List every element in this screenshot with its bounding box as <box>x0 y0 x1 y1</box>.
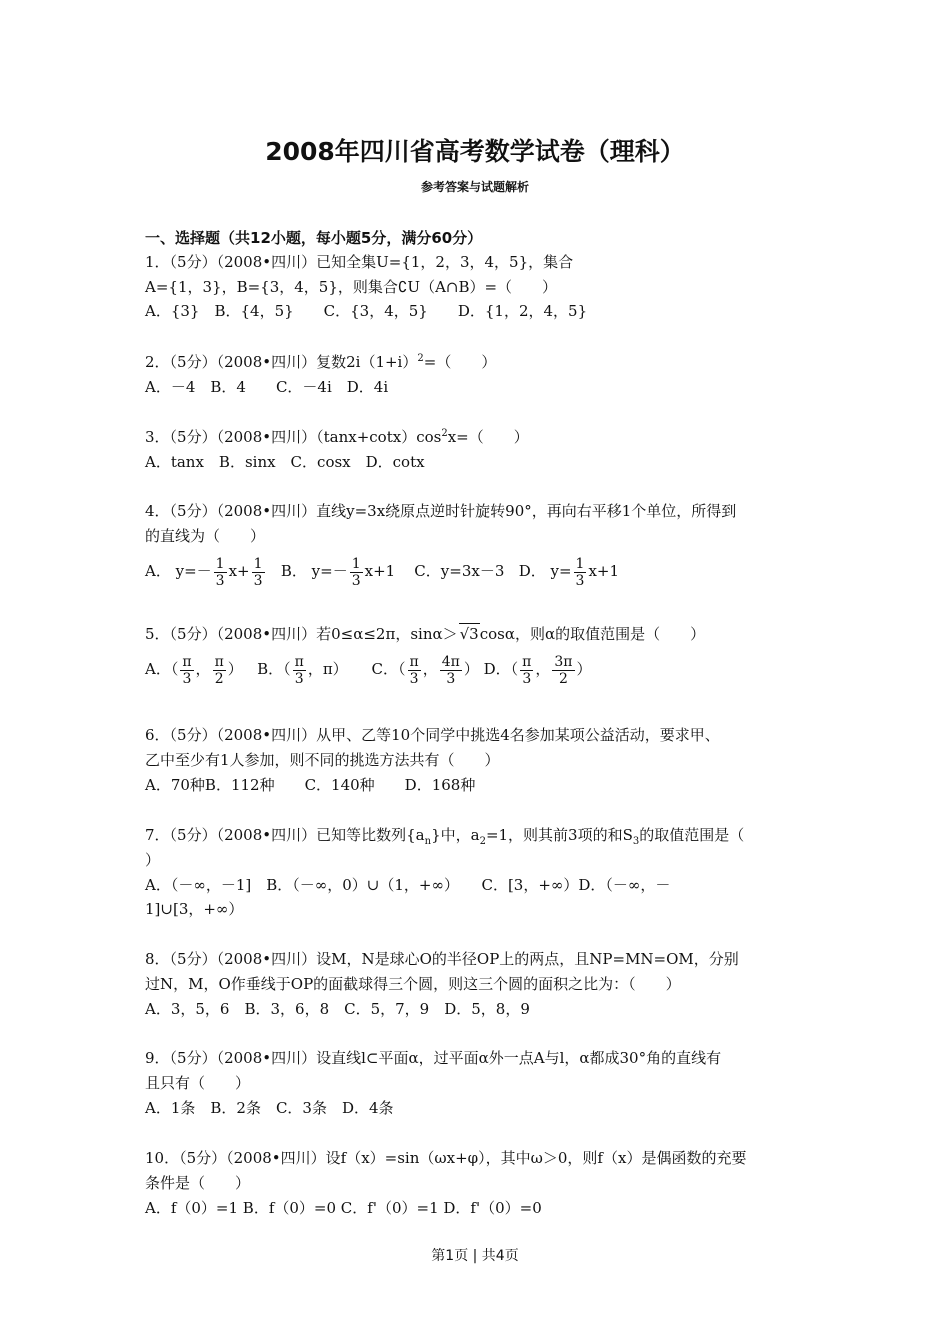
question-1-options: A．{3} B．{4，5} C．{3，4，5} D．{1，2，4，5} <box>145 302 588 320</box>
question-2-options: A．－4 B．4 C．－4i D．4i <box>145 378 389 396</box>
option-b-label: B． <box>280 562 307 580</box>
question-2-tail: =（ ） <box>423 353 497 371</box>
question-5-options: A．（ $\frac{\pi}{3}$ ， $\frac{\pi}{2}$ ） B．（ $\frac{\pi}{3}$ ，π） C．（ $\frac{\pi}{3}$ ， $\frac{4\pi}{3}$ ） D．（ $\frac{\pi}{3}$ ， $\frac{3\pi}{2}$ ） <box>145 653 592 687</box>
section-heading: 一、选择题（共12小题，每小题5分，满分60分） <box>145 229 483 247</box>
fraction: $\frac{\pi}{3}$ <box>409 653 419 687</box>
question-9-options: A．1条 B．2条 C．3条 D．4条 <box>145 1099 394 1117</box>
question-4-line-1: 4．（5分）（2008•四川）直线y=3x绕原点逆时针旋转90°，再向右平移1个单位，所得到 <box>145 502 737 520</box>
option-b-prefix: y=－ <box>311 562 348 580</box>
sqrt-symbol: √3 <box>459 625 479 643</box>
option-d-label: D． <box>518 562 546 580</box>
question-3-options: A．tanx B．sinx C．cosx D．cotx <box>145 453 425 471</box>
option-a-label: A． <box>145 562 171 580</box>
fraction: $\frac{3\pi}{2}$ <box>554 653 573 687</box>
option-c: C．y=3x－3 <box>414 562 505 580</box>
option-a-mid: x+ <box>228 562 250 580</box>
question-3-exponent: 2 <box>441 428 448 439</box>
question-4-options <box>145 554 619 589</box>
question-3-text: 3．（5分）（2008•四川）（tanx+cotx）cos <box>145 428 442 446</box>
question-3-stem <box>145 427 529 450</box>
question-7-stem: 7．（5分）（2008•四川）已知等比数列$\{a_n\}$中，$a_2=1$，则其前3项的和$S_3$的取值范围是（ <box>145 826 745 847</box>
question-9-line-1: 9．（5分）（2008•四川）设直线l⊂平面α，过平面α外一点A与l，α都成30°角的直线有 <box>145 1049 722 1067</box>
option-c-label: C．（ <box>371 660 406 678</box>
question-7-line-2: ） <box>145 851 161 869</box>
option-b-suffix: x+1 <box>364 562 396 580</box>
fraction: $\frac{\pi}{2}$ <box>214 653 224 687</box>
question-10-options: A．f（0）=1 B．f（0）=0 C．f'（0）=1 D．f'（0）=0 <box>145 1199 542 1217</box>
question-2-exponent: 2 <box>417 353 424 364</box>
question-10-line-2: 条件是（ ） <box>145 1174 251 1192</box>
option-d-prefix: y= <box>550 562 572 580</box>
option-a-label: A．（ <box>145 660 179 678</box>
question-2-stem <box>145 352 496 375</box>
fraction: $\frac{\pi}{3}$ <box>522 653 532 687</box>
question-1-line-1: 1．（5分）（2008•四川）已知全集U={1，2，3，4，5}，集合 <box>145 253 574 271</box>
question-7-options-line-1: A．（－∞，－1] B．（－∞，0）∪（1，+∞） C．[3，+∞）D．（－∞，－ <box>145 876 671 894</box>
document-title: 2008年四川省高考数学试卷（理科） <box>265 137 685 166</box>
fraction: $\frac{1}{3}$ <box>351 555 361 589</box>
question-8-line-1: 8．（5分）（2008•四川）设M，N是球心O的半径OP上的两点，且NP=MN=OM，分别 <box>145 950 739 968</box>
question-1-line-2: A={1，3}，B={3，4，5}，则集合∁U（A∩B）=（ ） <box>145 278 558 296</box>
question-6-line-1: 6．（5分）（2008•四川）从甲、乙等10个同学中挑选4名参加某项公益活动，要求甲、 <box>145 726 720 744</box>
question-9-line-2: 且只有（ ） <box>145 1074 251 1092</box>
question-7-options-line-2: 1]∪[3，+∞） <box>145 900 244 918</box>
fraction: $\frac{1}{3}$ <box>253 555 263 589</box>
question-4-line-2: 的直线为（ ） <box>145 527 266 545</box>
question-5-stem <box>145 623 705 644</box>
fraction: $\frac{\pi}{3}$ <box>294 653 304 687</box>
option-b-label: B．（ <box>257 660 291 678</box>
option-d-suffix: x+1 <box>588 562 620 580</box>
fraction: $\frac{\pi}{3}$ <box>182 653 192 687</box>
question-10-line-1: 10．（5分）（2008•四川）设f（x）=sin（ωx+φ），其中ω＞0，则f（x）是偶函数的充要 <box>145 1149 747 1167</box>
page-footer: 第1页 | 共4页 <box>431 1248 519 1264</box>
question-8-options: A．3，5，6 B．3，6，8 C．5，7，9 D．5，8，9 <box>145 1000 530 1018</box>
document-subtitle: 参考答案与试题解析 <box>420 180 529 194</box>
option-a-prefix: y=－ <box>175 562 212 580</box>
question-6-line-2: 乙中至少有1人参加，则不同的挑选方法共有（ ） <box>145 751 500 769</box>
fraction: $\frac{4\pi}{3}$ <box>441 653 460 687</box>
fraction: $\frac{1}{3}$ <box>575 555 585 589</box>
question-6-options: A．70种B．112种 C．140种 D．168种 <box>145 776 476 794</box>
question-3-tail: x=（ ） <box>447 428 529 446</box>
question-5-tail: cosα，则α的取值范围是（ ） <box>479 625 706 643</box>
option-d-label: D．（ <box>483 660 519 678</box>
question-5-text: 5．（5分）（2008•四川）若0≤α≤2π，sinα＞ <box>145 625 458 643</box>
question-2-text: 2．（5分）（2008•四川）复数2i（1+i） <box>145 353 418 371</box>
question-8-line-2: 过N，M，O作垂线于OP的面截球得三个圆，则这三个圆的面积之比为：（ ） <box>145 975 681 993</box>
fraction: $\frac{1}{3}$ <box>215 555 225 589</box>
